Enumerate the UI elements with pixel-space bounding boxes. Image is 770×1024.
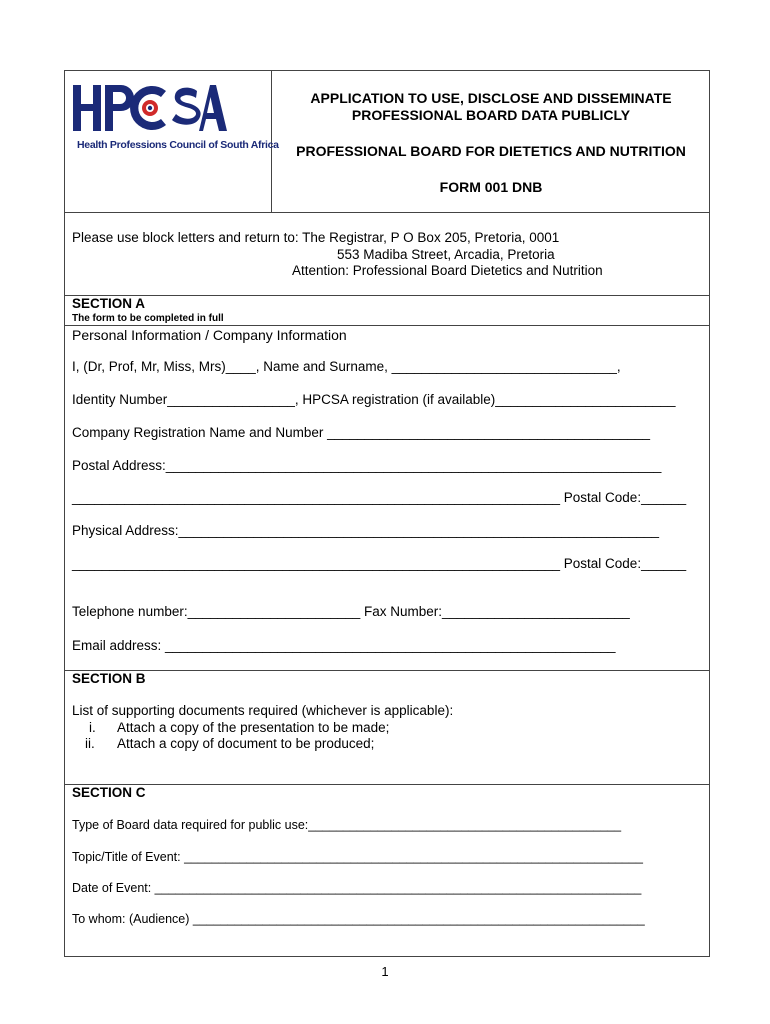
section-a-intro: Personal Information / Company Information xyxy=(72,327,347,343)
section-a-heading: SECTION A xyxy=(72,296,146,311)
section-c-top-rule xyxy=(65,784,709,785)
list-item: Attach a copy of the presentation to be made; xyxy=(117,720,390,735)
postal-address-field[interactable]: Postal Address:__________________________________________________________________ xyxy=(72,458,662,473)
event-date-field[interactable]: Date of Event: ______________________________________________________________________ xyxy=(72,881,642,895)
identity-number-field[interactable]: Identity Number_________________, HPCSA registration (if available)________________________ xyxy=(72,392,676,407)
name-field[interactable]: I, (Dr, Prof, Mr, Miss, Mrs)____, Name and Surname, ______________________________, xyxy=(72,359,621,374)
return-address-line-1: Please use block letters and return to: The Registrar, P O Box 205, Pretoria, 0001 xyxy=(72,230,560,245)
hpcsa-logo xyxy=(71,79,279,209)
physical-postal-code-field[interactable]: _________________________________________________________________ Postal Code:______ xyxy=(72,556,687,571)
section-b-top-rule xyxy=(65,670,709,671)
emblem-icon xyxy=(142,100,158,116)
section-b-intro: List of supporting documents required (whichever is applicable): xyxy=(72,703,454,718)
form-title xyxy=(271,90,711,124)
email-field[interactable]: Email address: ____________________________________________________________ xyxy=(72,638,616,653)
form-title-line-1: APPLICATION TO USE, DISCLOSE AND DISSEMINATE xyxy=(310,90,672,106)
list-item-marker: ii. xyxy=(85,736,95,751)
company-registration-field[interactable]: Company Registration Name and Number ___________________________________________ xyxy=(72,425,650,440)
physical-address-field[interactable]: Physical Address:________________________________________________________________ xyxy=(72,523,660,538)
list-item: Attach a copy of document to be produced; xyxy=(117,736,375,751)
form-title-line-2: PROFESSIONAL BOARD DATA PUBLICLY xyxy=(351,107,631,123)
section-b-heading: SECTION B xyxy=(72,671,146,686)
hpcsa-wordmark-icon xyxy=(71,79,231,139)
logo-tagline: Health Professions Council of South Africa xyxy=(77,139,279,151)
section-a-sub-rule xyxy=(65,325,709,326)
section-a-subheading: The form to be completed in full xyxy=(72,313,224,324)
audience-field[interactable]: To whom: (Audience) _________________________________________________________________ xyxy=(72,912,645,926)
application-form xyxy=(64,70,710,957)
return-address-line-3: Attention: Professional Board Dietetics and Nutrition xyxy=(292,263,603,278)
section-c-heading: SECTION C xyxy=(72,785,146,800)
page-number: 1 xyxy=(381,964,389,979)
data-type-field[interactable]: Type of Board data required for public use:_____________________________________________ xyxy=(72,818,622,832)
board-name: PROFESSIONAL BOARD FOR DIETETICS AND NUTRITION xyxy=(296,143,686,159)
return-address-line-2: 553 Madiba Street, Arcadia, Pretoria xyxy=(337,247,555,262)
telephone-fax-field[interactable]: Telephone number:_______________________ Fax Number:_________________________ xyxy=(72,604,630,619)
postal-code-field[interactable]: _________________________________________________________________ Postal Code:______ xyxy=(72,490,687,505)
form-number: FORM 001 DNB xyxy=(439,179,543,195)
section-a-top-rule xyxy=(65,295,709,296)
event-topic-field[interactable]: Topic/Title of Event: __________________________________________________________________ xyxy=(72,850,643,864)
list-item-marker: i. xyxy=(89,720,96,735)
header-bottom-rule xyxy=(65,212,709,213)
